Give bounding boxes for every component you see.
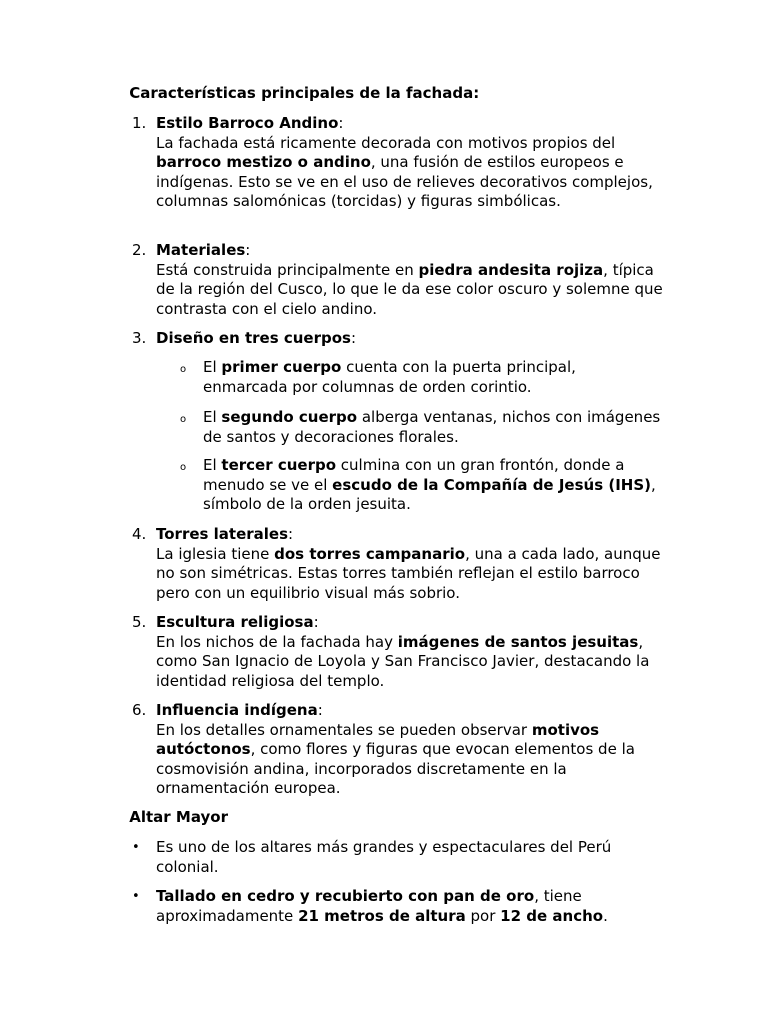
item-colon: : [313,613,319,631]
item-title: Influencia indígena [156,701,318,719]
item-text: La fachada está ricamente decorada con motivos propios del [156,133,616,152]
sub-bold: tercer cuerpo [221,456,337,474]
bullet-text: Es uno de los altares más grandes y espectaculares del Perú colonial. [156,838,612,876]
bullet-dot: • [132,889,140,904]
list-item-torres [156,525,666,603]
item-bold: motivos autóctonos [156,720,600,759]
list-number: 6. [132,701,147,719]
item-text: , como flores y figuras que evocan elementos de la cosmovisión andina, incorporados discretamente en la ornamentación europea. [156,740,635,798]
sub-item-segundo-cuerpo [203,408,663,447]
item-text: , típica de la región del Cusco, lo que le da ese color oscuro y solemne que contrasta con el cielo andino. [156,260,663,318]
item-title: Diseño en tres cuerpos [156,329,351,347]
item-title: Materiales [156,241,246,259]
item-text: , una a cada lado, aunque no son simétricas. Estas torres también reflejan el estilo barroco pero con un equilibrio visual más sobrio. [156,544,661,602]
section-heading-fachada [110,84,479,104]
sub-bullet: o [180,462,187,473]
item-colon: : [317,701,323,719]
list-number: 3. [132,329,147,347]
item-text: , una fusión de estilos europeos e indígenas. Esto se ve en el uso de relieves decorativos complejos, columnas salomónicas (torcidas) y figuras simbólicas. [156,153,653,211]
bullet-bold: 12 de ancho [500,906,604,925]
sub-item-tercer-cuerpo [203,456,663,515]
sub-text: alberga ventanas, nichos con imágenes de santos y decoraciones florales. [203,408,661,446]
list-item-materiales [156,241,666,319]
sub-text: El [203,408,222,426]
list-number: 1. [132,114,147,132]
bullet-dot: • [132,840,140,855]
bullet-bold: Tallado en cedro y recubierto con pan de oro [156,887,535,905]
bullet-item-altar-size [156,838,666,877]
item-title: Estilo Barroco Andino [156,114,339,132]
item-title: Torres laterales [156,525,289,543]
item-colon: : [350,329,357,347]
item-text: En los detalles ornamentales se pueden observar [156,720,532,739]
item-bold: dos torres campanario [274,544,466,563]
list-item-escultura [156,613,666,691]
bullet-bold: 21 metros de altura [298,906,466,925]
item-colon: : [288,525,294,543]
sub-text: cuenta con la puerta principal, enmarcada por columnas de orden corintio. [203,358,576,396]
sub-bold: primer cuerpo [221,358,342,376]
item-bold: barroco mestizo o andino [156,153,371,172]
item-text: , como San Ignacio de Loyola y San Francisco Javier, destacando la identidad religiosa del templo. [156,632,650,690]
sub-bullet: o [180,414,187,425]
list-item-estilo [156,114,666,212]
sub-bold: segundo cuerpo [221,408,358,426]
list-number: 2. [132,241,147,259]
item-bold: piedra andesita rojiza [418,260,604,279]
item-title: Escultura religiosa [156,613,314,631]
item-bold: imágenes de santos jesuitas [397,632,639,651]
sub-text: El [203,358,222,376]
section-heading-altar [110,808,228,828]
list-item-diseno [156,329,666,349]
item-text: Está construida principalmente en [156,260,419,279]
sub-text: , símbolo de la orden jesuita. [203,475,656,514]
sub-text: El [203,456,222,474]
list-number: 5. [132,613,147,631]
item-text: La iglesia tiene [156,544,275,563]
bullet-text: , tiene aproximadamente [156,887,582,925]
sub-item-primer-cuerpo [203,358,663,397]
item-text: En los nichos de la fachada hay [156,632,398,651]
sub-text: culmina con un gran frontón, donde a menudo se ve el [203,456,625,494]
section-title: Altar Mayor [129,808,228,826]
item-colon: : [245,241,251,259]
sub-bullet: o [180,364,187,375]
sub-bold: escudo de la Compañía de Jesús (IHS) [332,475,651,494]
bullet-item-tallado [156,887,666,926]
list-item-influencia [156,701,666,799]
section-title: Características principales de la fachada: [129,84,480,102]
bullet-text: por [465,906,501,925]
bullet-text: . [603,906,608,925]
list-number: 4. [132,525,147,543]
item-colon: : [338,114,344,132]
